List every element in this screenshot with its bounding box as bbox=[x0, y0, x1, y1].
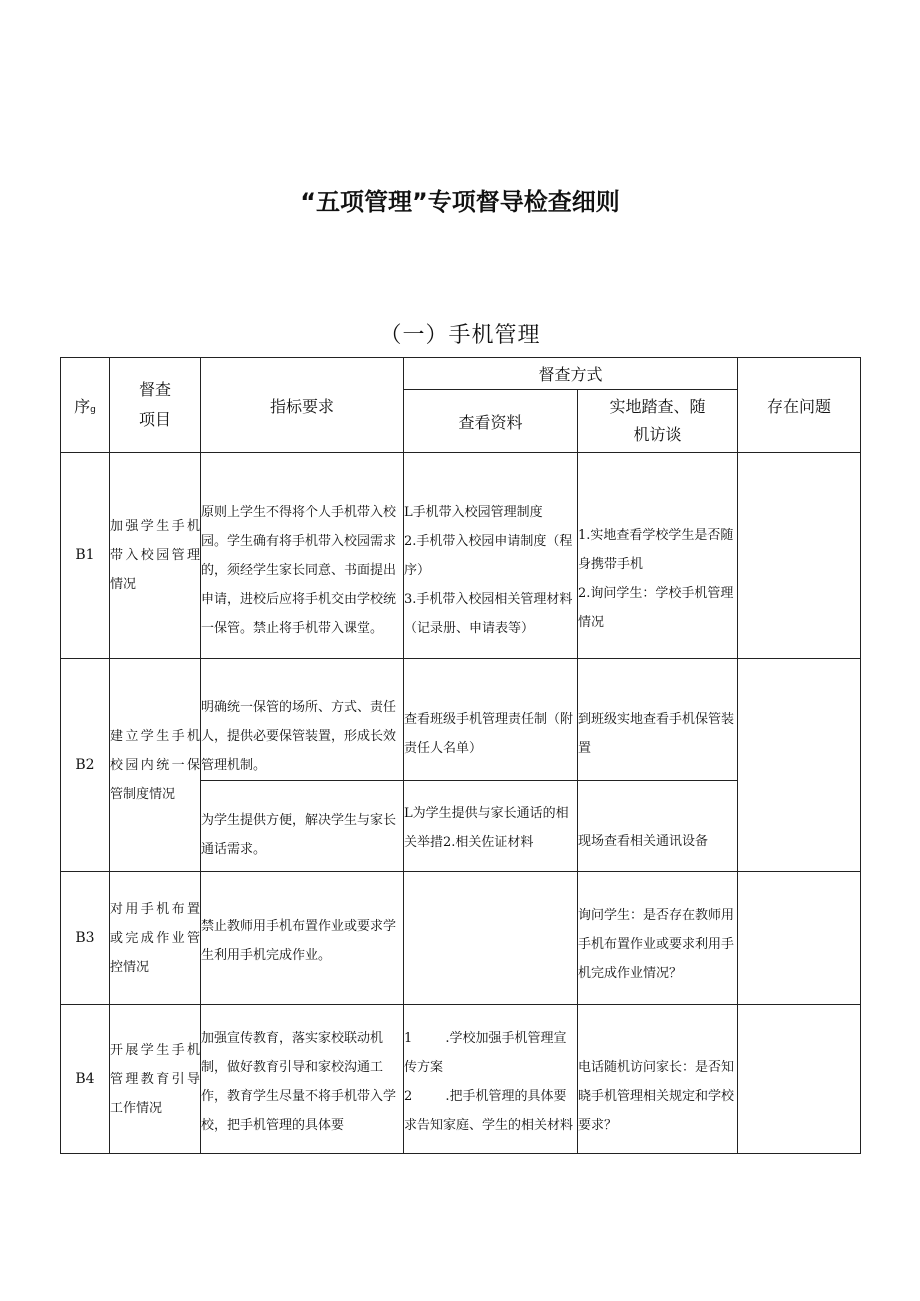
row-site: 到班级实地查看手机保管装置 bbox=[578, 659, 738, 781]
site-line: 1.实地查看学校学生是否随身携带手机 bbox=[578, 527, 734, 572]
row-docs bbox=[404, 453, 578, 659]
header-issues: 存在问题 bbox=[738, 358, 861, 453]
doc-line: 1 .学校加强手机管理宣传方案 bbox=[404, 1031, 567, 1075]
header-seq: 序g bbox=[61, 358, 110, 453]
inspection-table bbox=[60, 357, 861, 1154]
table-row bbox=[61, 453, 861, 659]
row-docs: 查看班级手机管理责任制（附责任人名单） bbox=[404, 659, 578, 781]
row-item: 建立学生手机校园内统一保管制度情况 bbox=[110, 659, 201, 872]
row-issues bbox=[738, 453, 861, 659]
row-docs: L为学生提供与家长通话的相关举措2.相关佐证材料 bbox=[404, 781, 578, 872]
header-item: 督查 项目 bbox=[110, 358, 201, 453]
row-docs bbox=[404, 1005, 578, 1154]
row-site: 询问学生：是否存在教师用手机布置作业或要求利用手机完成作业情况？ bbox=[578, 872, 738, 1005]
table-row bbox=[61, 872, 861, 1005]
row-id: B1 bbox=[61, 453, 110, 659]
row-site: 现场查看相关通讯设备 bbox=[578, 781, 738, 872]
table-row bbox=[61, 659, 861, 781]
row-site bbox=[578, 453, 738, 659]
header-docs: 查看资料 bbox=[404, 390, 578, 453]
header-indicator: 指标要求 bbox=[201, 358, 404, 453]
row-indicator: 禁止教师用手机布置作业或要求学生利用手机完成作业。 bbox=[201, 872, 404, 1005]
row-indicator: 原则上学生不得将个人手机带入校园。学生确有将手机带入校园需求的，须经学生家长同意、书面提出申请，进校后应将手机交由学校统一保管。禁止将手机带入课堂。 bbox=[201, 453, 404, 659]
row-item: 对用手机布置或完成作业管控情况 bbox=[110, 872, 201, 1005]
row-indicator: 加强宣传教育，落实家校联动机制，做好教育引导和家校沟通工作，教育学生尽量不将手机带入学校，把手机管理的具体要 bbox=[201, 1005, 404, 1154]
row-site: 电话随机访问家长：是否知晓手机管理相关规定和学校要求？ bbox=[578, 1005, 738, 1154]
section-title: （一）手机管理 bbox=[379, 323, 541, 348]
header-site: 实地踏查、随 机访谈 bbox=[578, 390, 738, 453]
row-id: B2 bbox=[61, 659, 110, 872]
doc-line: 2.手机带入校园申请制度（程序） bbox=[404, 534, 573, 578]
document-title: “五项管理”专项督导检查细则 bbox=[300, 188, 620, 216]
row-indicator: 明确统一保管的场所、方式、责任人，提供必要保管装置，形成长效管理机制。 bbox=[201, 659, 404, 781]
header-seq-suffix: g bbox=[90, 404, 96, 415]
table-row bbox=[61, 1005, 861, 1154]
row-item: 加强学生手机带入校园管理情况 bbox=[110, 453, 201, 659]
row-docs bbox=[404, 872, 578, 1005]
row-issues bbox=[738, 1005, 861, 1154]
header-method: 督查方式 bbox=[404, 358, 738, 390]
row-id: B4 bbox=[61, 1005, 110, 1154]
site-line: 2.询问学生：学校手机管理情况 bbox=[578, 585, 734, 630]
row-id: B3 bbox=[61, 872, 110, 1005]
row-item: 开展学生手机管理教育引导工作情况 bbox=[110, 1005, 201, 1154]
doc-line: 2 .把手机管理的具体要求告知家庭、学生的相关材料 bbox=[404, 1089, 574, 1133]
row-issues bbox=[738, 872, 861, 1005]
doc-line: L手机带入校园管理制度 bbox=[404, 505, 543, 520]
doc-line: 3.手机带入校园相关管理材料（记录册、申请表等） bbox=[404, 592, 573, 636]
row-issues bbox=[738, 659, 861, 872]
row-indicator: 为学生提供方便，解决学生与家长通话需求。 bbox=[201, 781, 404, 872]
